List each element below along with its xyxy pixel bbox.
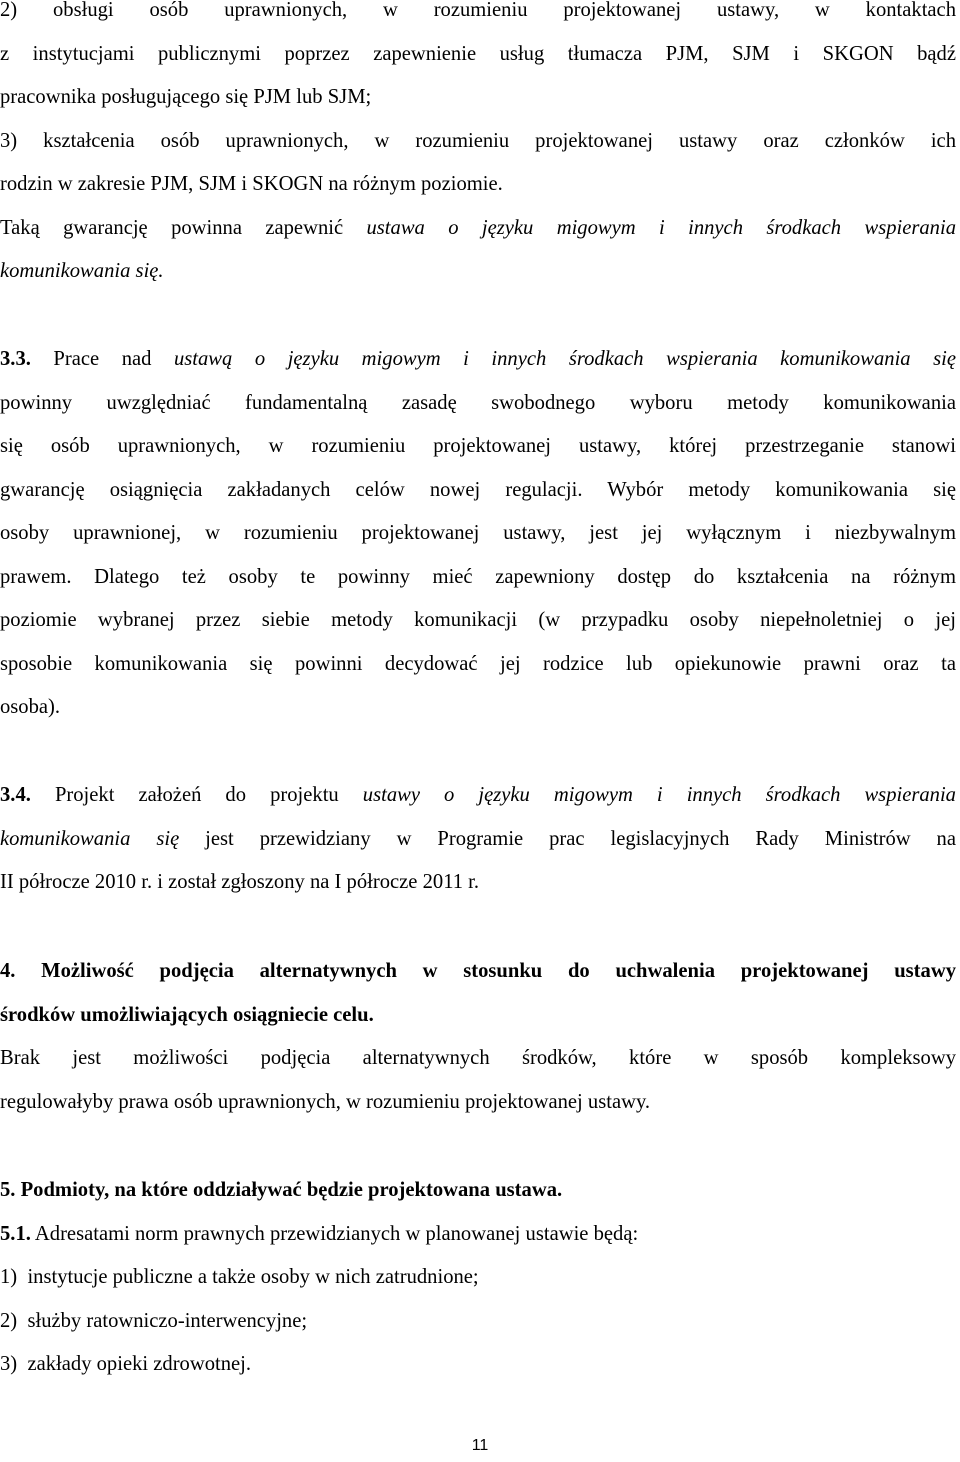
text-span: jest przewidziany w Programie prac legislacyjnych Rady Ministrów na [179,827,956,850]
text-line [0,774,956,818]
section-heading: 4. Możliwość podjęcia alternatywnych w stosunku do uchwalenia projektowanej ustawy [0,960,956,982]
law-title-italic: ustawa o języku migowym i innych środkach wspierania [366,216,956,239]
section-number: 3.4. [0,784,31,806]
text-line [0,338,956,382]
list-item: 1) instytucje publiczne a także osoby w nich zatrudnione; [0,1266,479,1288]
section-4 [0,950,956,1124]
text-line: osoba). [0,696,61,718]
section-number: 3.3. [0,348,31,370]
text-line: się osób uprawnionych, w rozumieniu projektowanej ustawy, której przestrzeganie stanowi [0,435,956,457]
text-span: Prace nad [30,348,174,370]
law-title-italic: ustawą o języku migowym i innych środkach wspierania komunikowania się [173,348,956,370]
text-line: 2) obsługi osób uprawnionych, w rozumieniu projektowanej ustawy, w kontaktach [0,0,956,21]
list-item: 2) służby ratowniczo-interwencyjne; [0,1309,308,1332]
section-heading: 5. Podmioty, na które oddziaływać będzie projektowana ustawa. [0,1179,563,1201]
section-heading: środków umożliwiających osiągniecie celu. [0,1003,374,1026]
text-line: pracownika posługującego się PJM lub SJM; [0,86,372,108]
list-item: 3) zakłady opieki zdrowotnej. [0,1353,252,1375]
law-title-italic: komunikowania się [0,827,180,850]
text-line: z instytucjami publicznymi poprzez zapewnienie usług tłumacza PJM, SJM i SKGON bądź [0,42,956,65]
section-5 [0,1169,956,1387]
text-line: sposobie komunikowania się powinni decydować jej rodzice lub opiekunowie prawni oraz ta [0,652,956,675]
text-line: rodzin w zakresie PJM, SJM i SKOGN na różnym poziomie. [0,173,503,195]
text-line [0,207,956,251]
text-line: 3) kształcenia osób uprawnionych, w rozumieniu projektowanej ustawy oraz członków ich [0,129,956,152]
text-line: osoby uprawnionej, w rozumieniu projektowanej ustawy, jest jej wyłącznym i niezbywalnym [0,522,956,544]
text-line: Brak jest możliwości podjęcia alternatywnych środków, które w sposób kompleksowy [0,1047,956,1069]
law-title-italic: ustawy o języku migowym i innych środkach wspierania [362,784,956,806]
text-line [0,1213,956,1257]
paragraph-obligations [0,0,956,294]
page-number: 11 [471,1437,489,1454]
law-title-italic: komunikowania się. [0,260,164,282]
text-line: prawem. Dlatego też osoby te powinny mieć zapewniony dostęp do kształcenia na różnym [0,565,956,588]
text-span: Adresatami norm prawnych przewidzianych w planowanej ustawie będą: [30,1222,639,1245]
text-line [0,818,956,862]
section-number: 5.1. [0,1222,31,1245]
text-line: regulowałyby prawa osób uprawnionych, w rozumieniu projektowanej ustawy. [0,1090,651,1113]
text-line: powinny uwzględniać fundamentalną zasadę swobodnego wyboru metody komunikowania [0,391,956,414]
text-span: Projekt założeń do projektu [30,784,363,806]
paragraph-3-3 [0,338,956,730]
paragraph-3-4 [0,774,956,905]
text-span: Taką gwarancję powinna zapewnić [0,216,367,239]
text-line: II półrocze 2010 r. i został zgłoszony na I półrocze 2011 r. [0,871,480,893]
text-line: gwarancję osiągnięcia zakładanych celów nowej regulacji. Wybór metody komunikowania się [0,478,956,501]
text-line: poziomie wybranej przez siebie metody komunikacji (w przypadku osoby niepełnoletniej o jej [0,609,956,631]
